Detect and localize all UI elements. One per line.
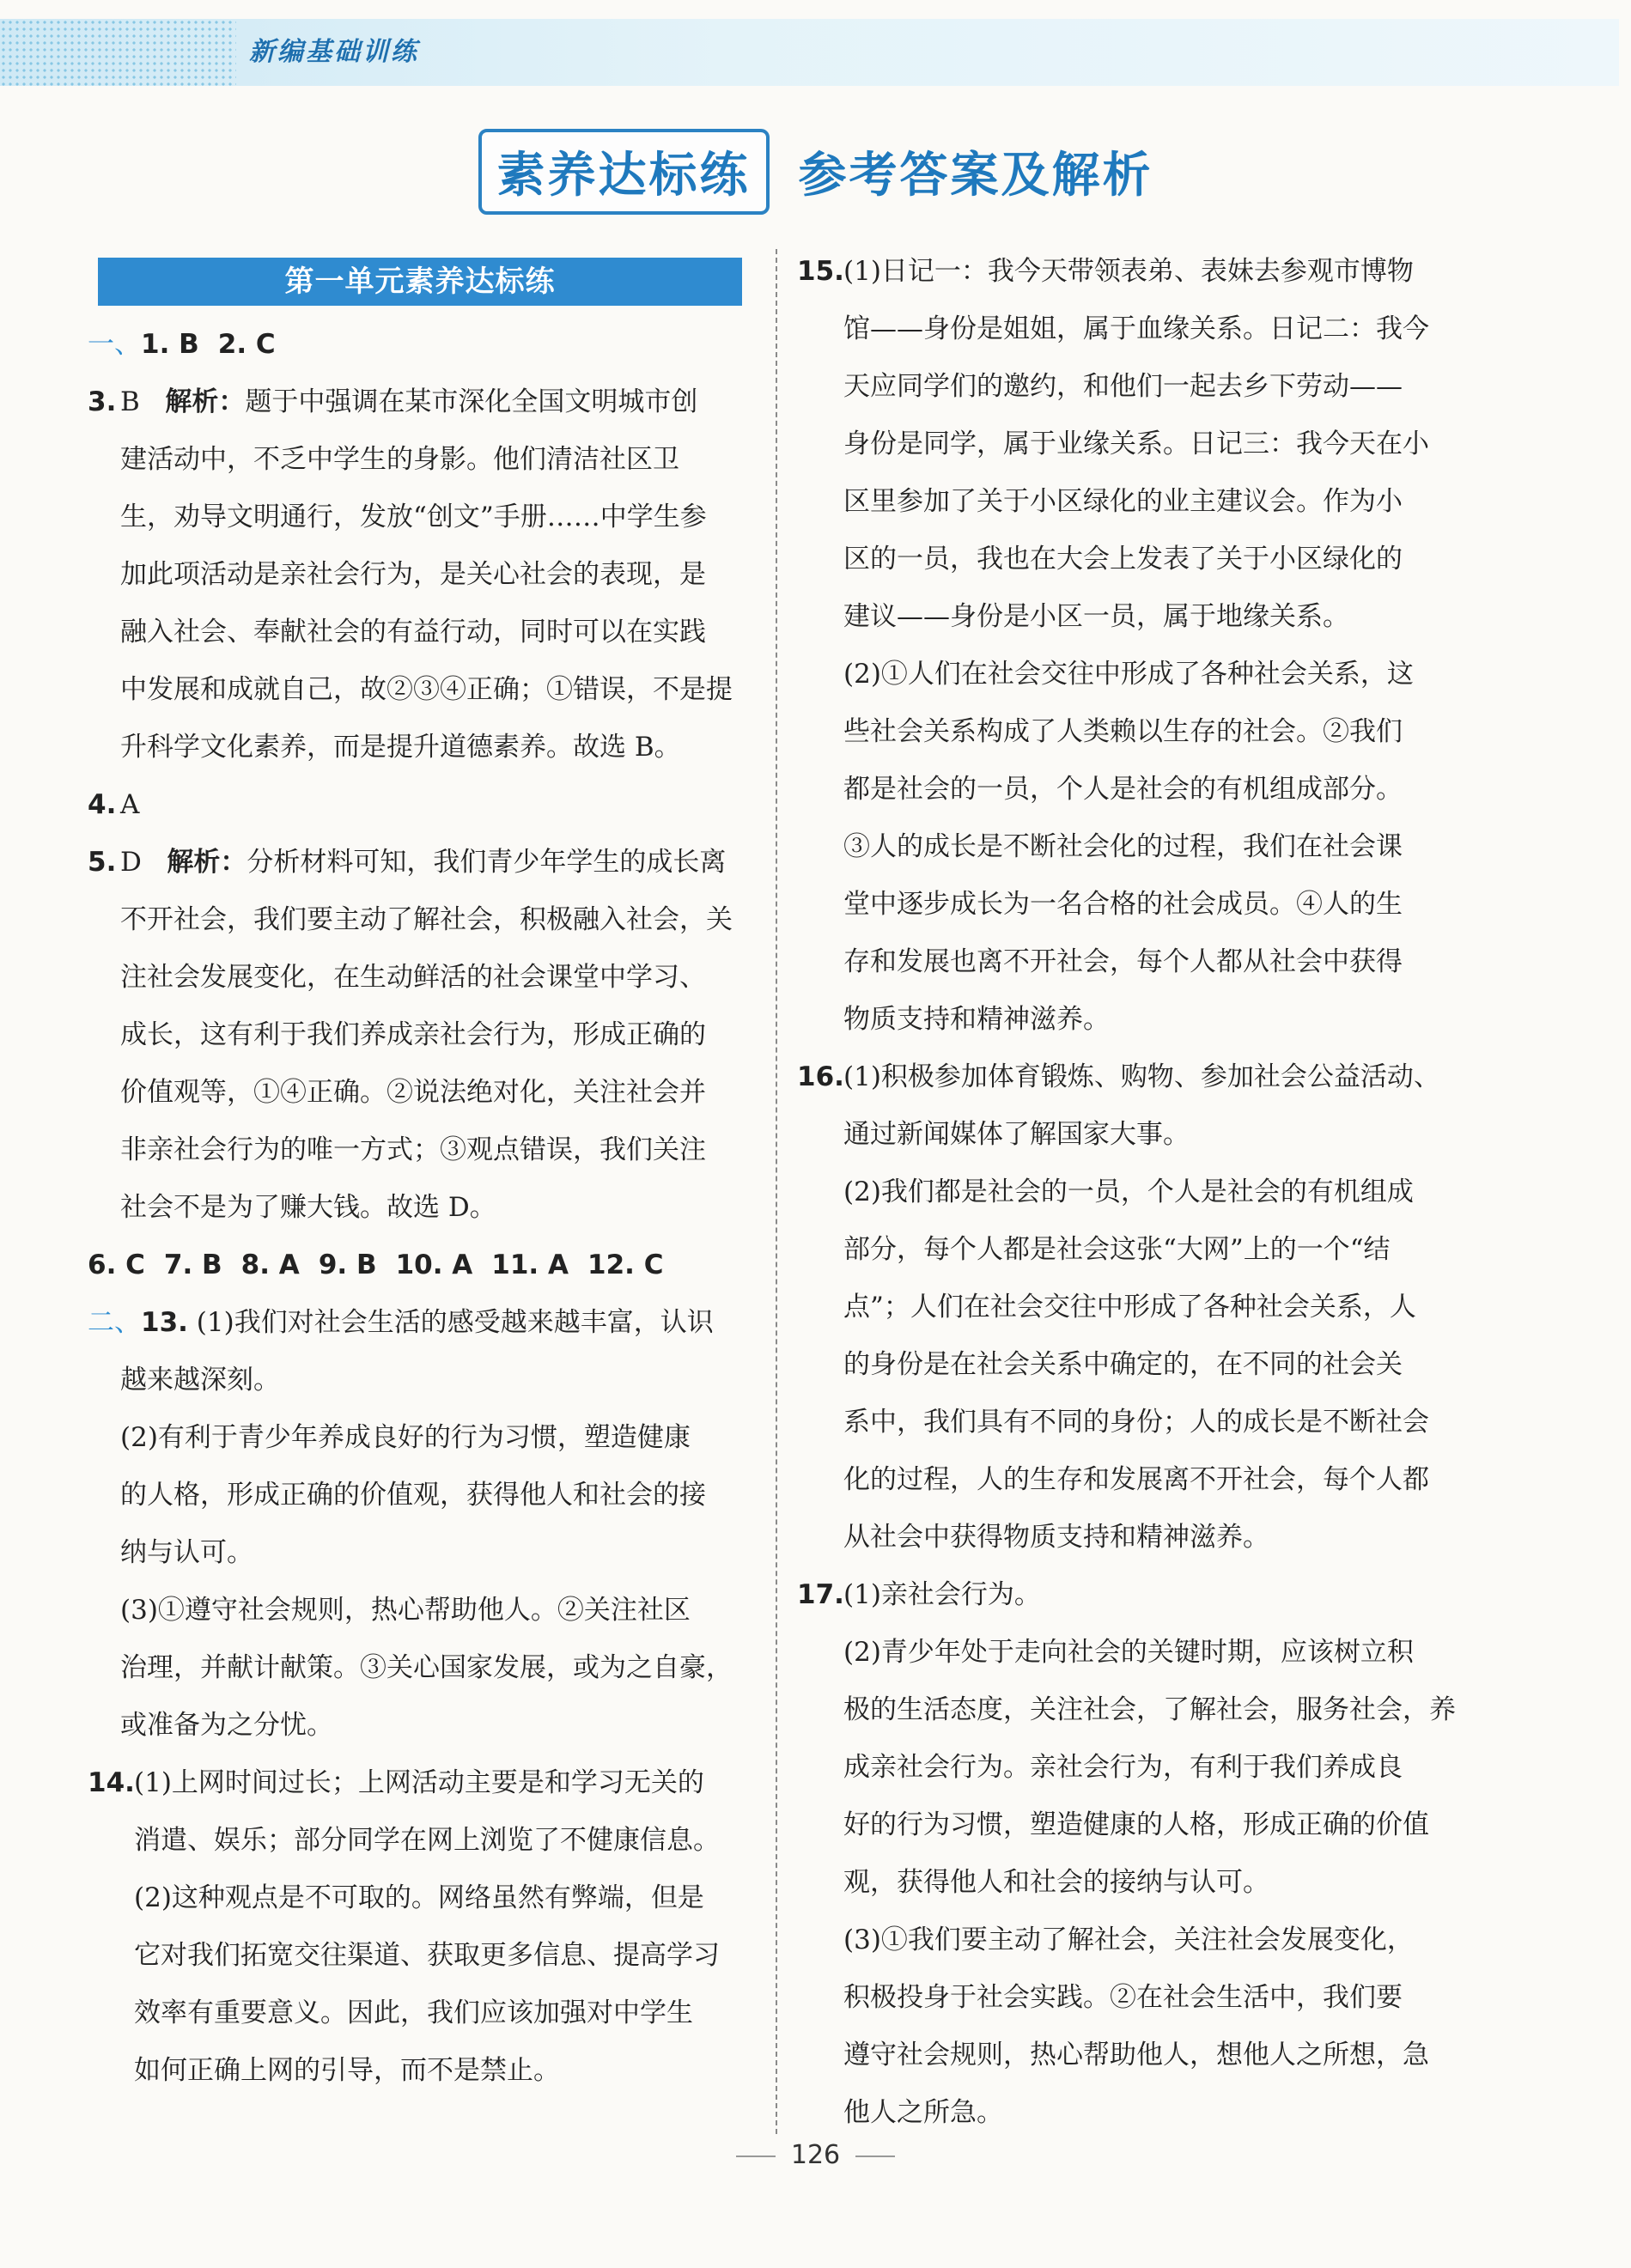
- text-line: (1)亲社会行为。: [843, 1579, 1041, 1610]
- text-line: (3)①我们要主动了解社会，关注社会发展变化，: [843, 1924, 1414, 1955]
- text-line: 区里参加了关于小区绿化的业主建议会。作为小: [843, 486, 1403, 517]
- text-line: 注社会发展变化，在生动鲜活的社会课堂中学习、: [120, 962, 706, 993]
- text-line: 些社会关系构成了人类赖以生存的社会。②我们: [843, 716, 1403, 747]
- text-line: 建议——身份是小区一员，属于地缘关系。: [843, 601, 1349, 632]
- text-line: 遵守社会规则，热心帮助他人，想他人之所想，急: [843, 2040, 1429, 2070]
- heading-title: 参考答案及解析: [798, 148, 1153, 204]
- text-line: 题于中强调在某市深化全国文明城市创: [245, 386, 698, 417]
- part-one-label: 一、: [88, 329, 141, 360]
- answer-row-1-2: [88, 316, 745, 374]
- page-footer: [0, 2140, 1631, 2170]
- answer-q10: 10. A: [395, 1250, 473, 1280]
- text-line: 物质支持和精神滋养。: [843, 1004, 1110, 1035]
- text-line: 消遣、娱乐；部分同学在网上浏览了不健康信息。: [134, 1825, 720, 1856]
- question-number: 15.: [797, 256, 844, 287]
- text-line: 化的过程，人的生存和发展离不开社会，每个人都: [843, 1464, 1429, 1495]
- text-line: 成亲社会行为。亲社会行为，有利于我们养成良: [843, 1752, 1403, 1783]
- text-line: 分析材料可知，我们青少年学生的成长离: [246, 847, 727, 878]
- question-number: 16.: [797, 1061, 844, 1092]
- question-number: 5.: [88, 847, 117, 878]
- section-title: 第一单元素养达标练: [98, 258, 742, 306]
- text-line: 从社会中获得物质支持和精神滋养。: [843, 1522, 1269, 1553]
- question-13-first-line: [88, 1294, 745, 1352]
- text-line: 非亲社会行为的唯一方式；③观点错误，我们关注: [120, 1134, 706, 1165]
- text-line: (2)青少年处于走向社会的关键时期，应该树立积: [843, 1637, 1414, 1668]
- question-17: [797, 1566, 1456, 2142]
- header-band: [0, 19, 1619, 86]
- text-line: 点”；人们在社会交往中形成了各种社会关系，人: [843, 1292, 1416, 1322]
- question-number: 3.: [88, 386, 117, 417]
- text-line: 的人格，形成正确的价值观，获得他人和社会的接: [120, 1480, 706, 1511]
- left-column: [88, 258, 745, 2100]
- question-16: [797, 1049, 1450, 1566]
- answer-q2: 2. C: [217, 329, 276, 360]
- text-line: 融入社会、奉献社会的有益行动，同时可以在实践: [120, 617, 706, 648]
- text-line: 馆——身份是姐姐，属于血缘关系。日记二：我今: [843, 313, 1429, 344]
- text-line: 身份是同学，属于业缘关系。日记三：我今天在小: [843, 429, 1429, 459]
- question-15: [797, 243, 1450, 1049]
- text-line: 社会不是为了赚大钱。故选 D。: [120, 1192, 496, 1223]
- answer-choice: B: [120, 386, 140, 417]
- text-line: 他人之所急。: [843, 2097, 1003, 2128]
- text-line: (2)这种观点是不可取的。网络虽然有弊端，但是: [134, 1882, 704, 1913]
- text-line: 系中，我们具有不同的身份；人的成长是不断社会: [843, 1407, 1429, 1438]
- footer-dash-right: [855, 2156, 895, 2157]
- text-line: 好的行为习惯，塑造健康的人格，形成正确的价值: [843, 1809, 1429, 1840]
- text-line: (1)积极参加体育锻炼、购物、参加社会公益活动、: [843, 1061, 1440, 1092]
- text-line: 都是社会的一员，个人是社会的有机组成部分。: [843, 774, 1403, 805]
- answer-row-6-12: [88, 1237, 745, 1294]
- text-line: 积极投身于社会实践。②在社会生活中，我们要: [843, 1982, 1403, 2013]
- question-4: [88, 776, 745, 834]
- analysis-label: 解析：: [165, 386, 246, 417]
- text-line: (1)我们对社会生活的感受越来越丰富，认识: [196, 1307, 714, 1338]
- text-line: 区的一员，我也在大会上发表了关于小区绿化的: [843, 544, 1403, 575]
- text-line: 存和发展也离不开社会，每个人都从社会中获得: [843, 946, 1403, 977]
- text-line: (3)①遵守社会规则，热心帮助他人。②关注社区: [120, 1595, 691, 1626]
- part-two-label: 二、: [88, 1307, 141, 1338]
- text-line: 治理，并献计献策。③关心国家发展，或为之自豪，: [120, 1652, 733, 1683]
- text-line: 部分，每个人都是社会这张“大网”上的一个“结: [843, 1234, 1391, 1265]
- question-14: [88, 1754, 745, 2100]
- text-line: 纳与认可。: [120, 1537, 253, 1568]
- text-line: 通过新闻媒体了解国家大事。: [843, 1119, 1190, 1150]
- answer-q11: 11. A: [491, 1250, 569, 1280]
- text-line: 观，获得他人和社会的接纳与认可。: [843, 1867, 1269, 1898]
- text-line: 天应同学们的邀约，和他们一起去乡下劳动——: [843, 371, 1403, 402]
- question-13: [88, 1352, 745, 1754]
- text-line: (2)有利于青少年养成良好的行为习惯，塑造健康: [120, 1422, 691, 1453]
- answer-q8: 8. A: [240, 1250, 300, 1280]
- text-line: 极的生活态度，关注社会，了解社会，服务社会，养: [843, 1694, 1456, 1725]
- header-dot-pattern: [0, 19, 236, 86]
- answer-q7: 7. B: [163, 1250, 222, 1280]
- page-heading: [0, 129, 1631, 223]
- text-line: 堂中逐步成长为一名合格的社会成员。④人的生: [843, 889, 1403, 920]
- text-line: 价值观等，①④正确。②说法绝对化，关注社会并: [120, 1077, 706, 1108]
- question-number: 17.: [797, 1579, 844, 1610]
- text-line: 的身份是在社会关系中确定的，在不同的社会关: [843, 1349, 1403, 1380]
- column-divider: [776, 249, 777, 2134]
- text-line: (1)上网时间过长；上网活动主要是和学习无关的: [134, 1767, 704, 1798]
- question-number: 13.: [141, 1307, 188, 1338]
- text-line: 如何正确上网的引导，而不是禁止。: [134, 2055, 560, 2086]
- text-line: 或准备为之分忧。: [120, 1710, 333, 1741]
- text-line: 不开社会，我们要主动了解社会，积极融入社会，关: [120, 904, 733, 935]
- text-line: 效率有重要意义。因此，我们应该加强对中学生: [134, 1997, 693, 2028]
- question-number: 4.: [88, 789, 117, 820]
- text-line: 升科学文化素养，而是提升道德素养。故选 B。: [120, 732, 681, 763]
- text-line: 建活动中，不乏中学生的身影。他们清洁社区卫: [120, 444, 679, 475]
- text-line: (2)①人们在社会交往中形成了各种社会关系，这: [843, 659, 1414, 690]
- heading-boxed-title: 素养达标练: [478, 129, 770, 215]
- text-line: 成长，这有利于我们养成亲社会行为，形成正确的: [120, 1019, 706, 1050]
- answer-choice: D: [120, 847, 142, 878]
- question-number: 14.: [88, 1767, 135, 1798]
- answer-q1: 1. B: [141, 329, 199, 360]
- footer-dash-left: [736, 2156, 776, 2157]
- series-title: 新编基础训练: [249, 37, 419, 67]
- text-line: ③人的成长是不断社会化的过程，我们在社会课: [843, 831, 1403, 862]
- analysis-label: 解析：: [167, 847, 247, 878]
- text-line: (2)我们都是社会的一员，个人是社会的有机组成: [843, 1177, 1414, 1207]
- text-line: 生，劝导文明通行，发放“创文”手册……中学生参: [120, 502, 707, 532]
- answer-q9: 9. B: [318, 1250, 377, 1280]
- text-line: (1)日记一：我今天带领表弟、表妹去参观市博物: [843, 256, 1414, 287]
- text-line: 它对我们拓宽交往渠道、获取更多信息、提高学习: [134, 1940, 720, 1971]
- answer-choice: A: [120, 789, 140, 820]
- text-line: 加此项活动是亲社会行为，是关心社会的表现，是: [120, 559, 706, 590]
- text-line: 中发展和成就自己，故②③④正确；①错误，不是提: [120, 674, 733, 705]
- text-line: 越来越深刻。: [120, 1365, 280, 1395]
- page-number: 126: [790, 2140, 841, 2170]
- answer-q6: 6. C: [88, 1250, 145, 1280]
- question-5: [88, 834, 745, 1237]
- right-column: [797, 243, 1456, 2142]
- answer-q12: 12. C: [587, 1250, 664, 1280]
- question-3: [88, 374, 745, 776]
